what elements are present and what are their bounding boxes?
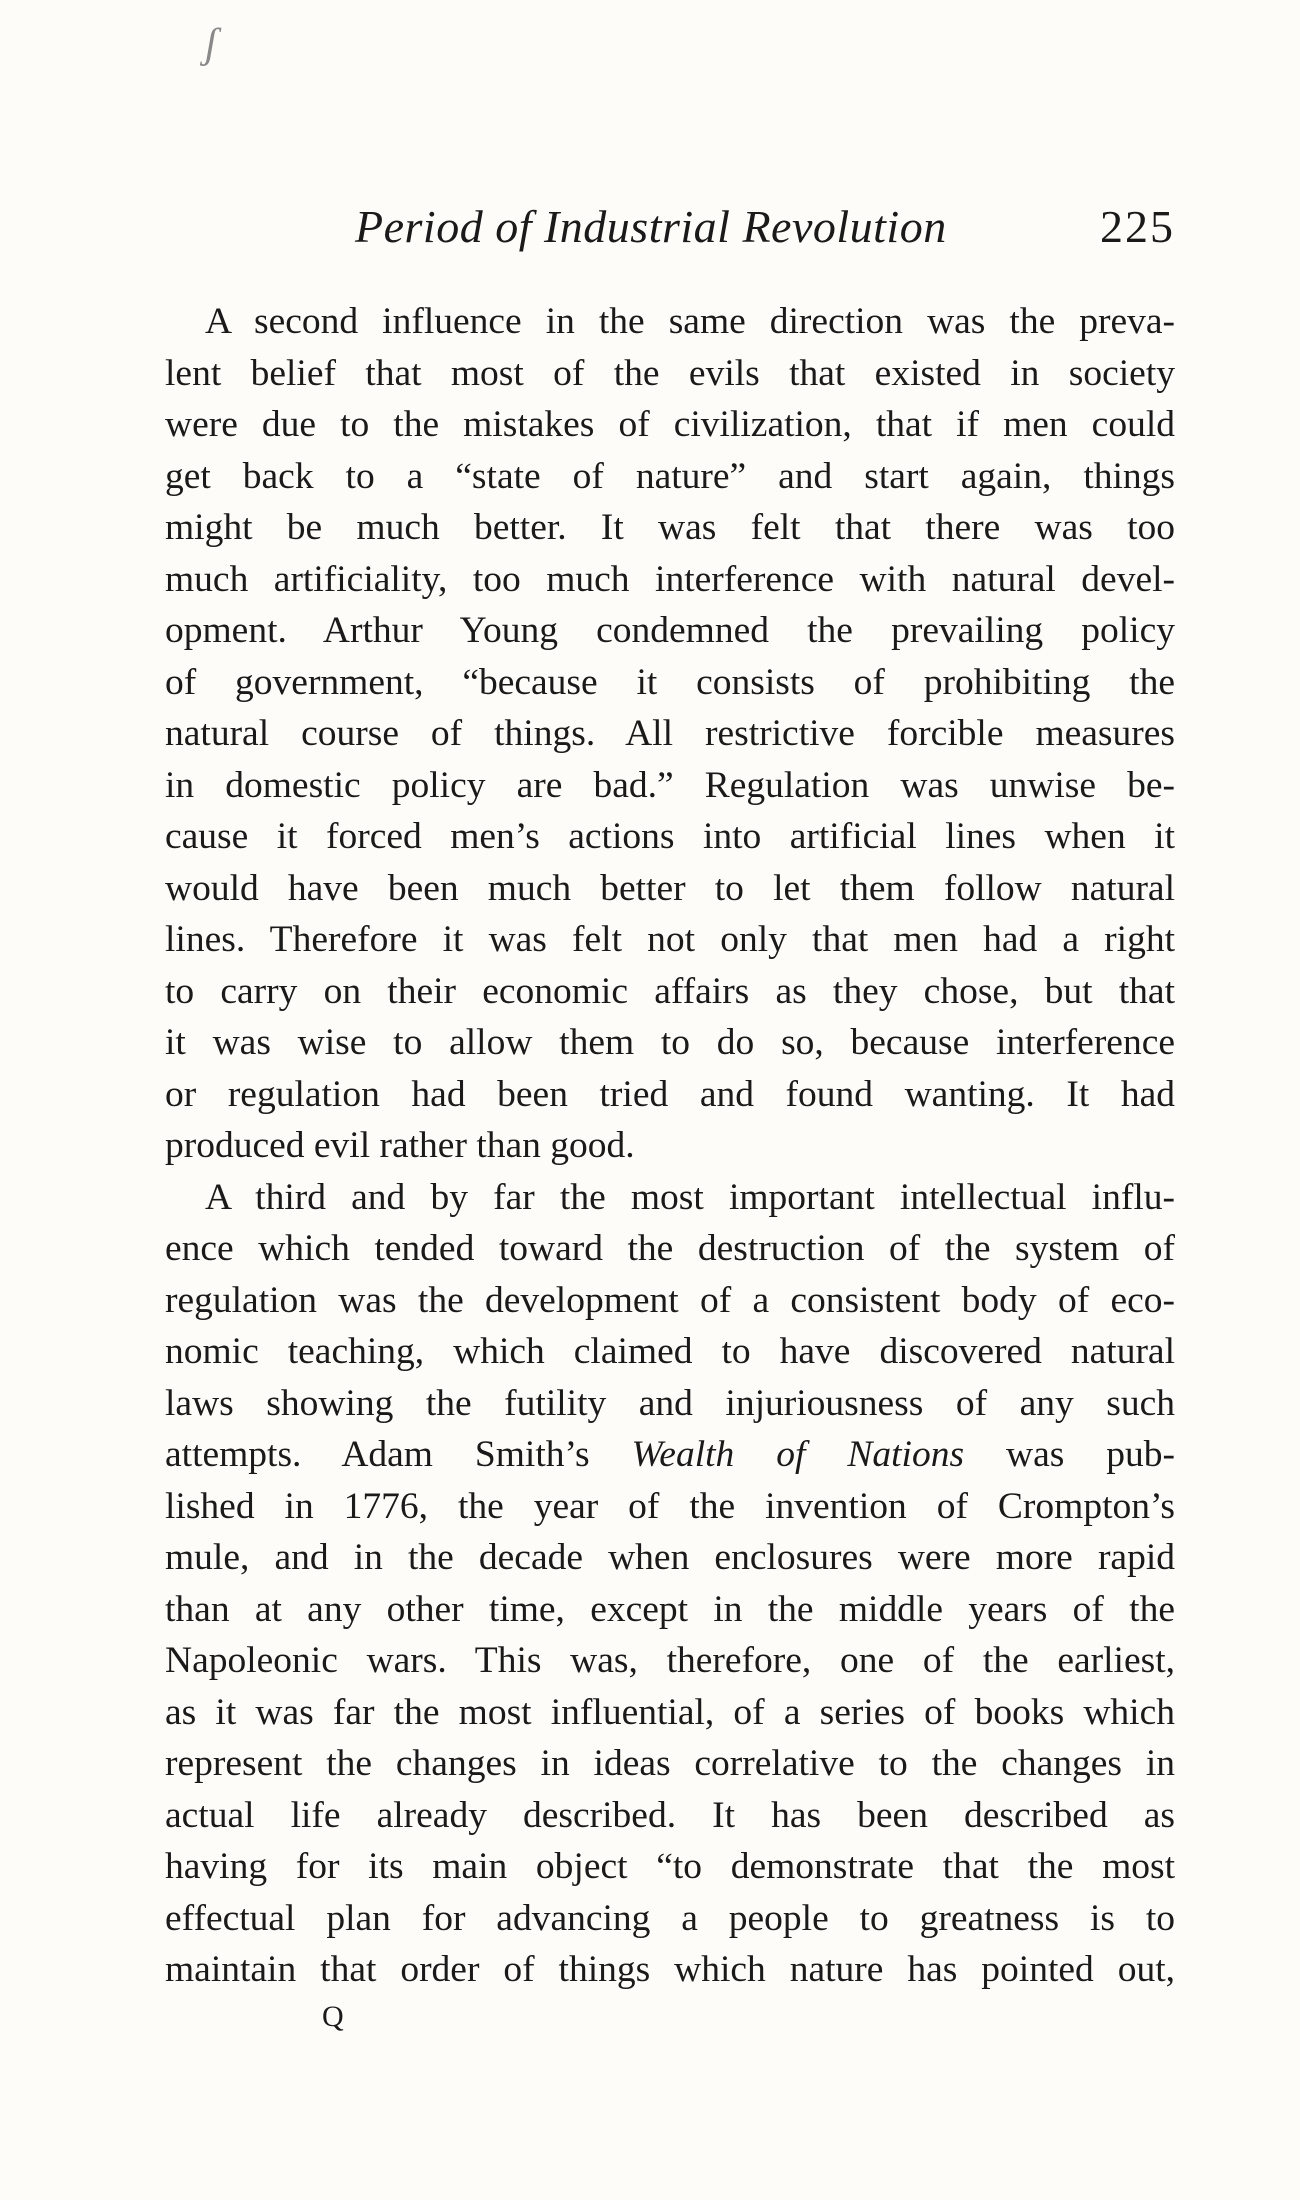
text-line: get back to a “state of nature” and start again, things [165, 455, 1175, 497]
text-line-with-book-title [165, 1429, 1175, 1481]
text-line: ence which tended toward the destruction of the system of [165, 1228, 1175, 1269]
text-line: lines. Therefore it was felt not only that men had a right [165, 919, 1175, 960]
page-number: 225 [1100, 201, 1175, 252]
text-fragment: attempts. Adam Smith’s [165, 1434, 590, 1475]
running-title: Period of Industrial Revolution [355, 201, 947, 252]
text-line: mule, and in the decade when enclosures were more rapid [165, 1537, 1175, 1578]
text-line: much artificiality, too much interference with natural devel- [165, 558, 1175, 600]
text-line: nomic teaching, which claimed to have discovered natural [165, 1331, 1175, 1372]
text-line: A second influence in the same direction was the preva- [205, 301, 1175, 342]
paragraph-1 [165, 296, 1175, 1172]
text-line: lished in 1776, the year of the invention of Crompton’s [165, 1485, 1175, 1527]
margin-mark: ʃ [205, 21, 218, 67]
paragraph-2 [165, 1172, 1175, 1996]
text-line: Napoleonic wars. This was, therefore, one of the earliest, [165, 1640, 1175, 1681]
text-line: to carry on their economic affairs as they chose, but that [165, 970, 1175, 1012]
text-line: opment. Arthur Young condemned the prevailing policy [165, 610, 1175, 651]
text-line: or regulation had been tried and found wanting. It had [165, 1073, 1175, 1115]
text-line: natural course of things. All restrictive forcible measures [165, 713, 1175, 754]
text-fragment: was pub- [1006, 1434, 1176, 1475]
text-line: maintain that order of things which nature has pointed out, [165, 1949, 1175, 1990]
text-line: of government, “because it consists of prohibiting the [165, 661, 1175, 703]
text-line: produced evil rather than good. [165, 1125, 635, 1166]
text-line: having for its main object “to demonstrate that the most [165, 1846, 1175, 1887]
signature-mark: Q [322, 2000, 344, 2033]
book-title: Wealth of Nations [631, 1434, 965, 1475]
text-line: lent belief that most of the evils that existed in society [165, 352, 1175, 394]
text-line: might be much better. It was felt that there was too [165, 507, 1175, 548]
text-line: it was wise to allow them to do so, because interference [165, 1022, 1175, 1063]
text-line: in domestic policy are bad.” Regulation was unwise be- [165, 764, 1175, 806]
text-line: as it was far the most influential, of a series of books which [165, 1691, 1175, 1733]
text-line: would have been much better to let them follow natural [165, 867, 1175, 909]
running-header [165, 200, 1175, 260]
text-line: A third and by far the most important intellectual influ- [205, 1176, 1175, 1218]
text-line: actual life already described. It has been described as [165, 1794, 1175, 1836]
body-text [165, 296, 1175, 1996]
text-line: than at any other time, except in the middle years of the [165, 1588, 1175, 1630]
text-line: regulation was the development of a consistent body of eco- [165, 1279, 1175, 1321]
text-line: effectual plan for advancing a people to greatness is to [165, 1897, 1175, 1939]
text-line: cause it forced men’s actions into artificial lines when it [165, 816, 1175, 857]
text-line: were due to the mistakes of civilization, that if men could [165, 404, 1175, 445]
text-line: laws showing the futility and injuriousness of any such [165, 1382, 1175, 1424]
text-line: represent the changes in ideas correlative to the changes in [165, 1743, 1175, 1784]
